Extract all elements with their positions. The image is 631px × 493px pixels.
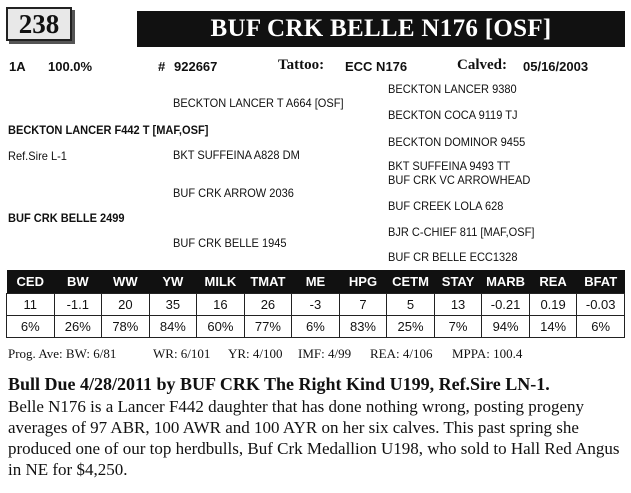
epd-percentile: 25%: [387, 316, 435, 338]
epd-header: ME: [292, 270, 340, 294]
epd-value: 20: [102, 294, 150, 316]
pedigree-sire-dam: BKT SUFFEINA A828 DM: [173, 148, 300, 162]
epd-table: [6, 270, 625, 338]
progeny-bw: Prog. Ave: BW: 6/81: [8, 346, 117, 361]
epd-percentile: 84%: [149, 316, 197, 338]
progeny-imf: IMF: 4/99: [298, 346, 352, 361]
description: Belle N176 is a Lancer F442 daughter that has done nothing wrong, posting progeny averages of 97 ABR, 100 AWR and 100 AYR on her six calves. This past spring she produced one of our top herdbulls, Buf Crk Medallion U198, who sold to Hall Red Angus in NE for $4,250.: [8, 397, 620, 479]
pedigree-ggp: BKT SUFFEINA 9493 TT: [388, 159, 511, 173]
pedigree-ggp: BECKTON LANCER 9380: [388, 82, 517, 96]
progeny-wr: WR: 6/101: [153, 346, 211, 361]
epd-percentile: 77%: [244, 316, 292, 338]
epd-percentile: 6%: [292, 316, 340, 338]
epd-value: 13: [434, 294, 482, 316]
animal-name-title: BUF CRK BELLE N176 [OSF]: [137, 11, 625, 47]
epd-header: CED: [7, 270, 55, 294]
epd-percentile: 6%: [577, 316, 625, 338]
epd-percentile: 14%: [529, 316, 577, 338]
pedigree-sire-sire: BECKTON LANCER T A664 [OSF]: [173, 96, 344, 110]
epd-percentile: 94%: [482, 316, 530, 338]
pedigree-ggp: BECKTON DOMINOR 9455: [388, 135, 526, 149]
progeny-mppa: MPPA: 100.4: [452, 346, 523, 361]
epd-percentile: 78%: [102, 316, 150, 338]
epd-value: -0.21: [482, 294, 530, 316]
epd-percentile: 83%: [339, 316, 387, 338]
pedigree-ggp: BJR C-CHIEF 811 [MAF,OSF]: [388, 225, 535, 239]
headline: Bull Due 4/28/2011 by BUF CRK The Right Kind U199, Ref.Sire LN-1.: [8, 374, 550, 394]
tattoo-label: [278, 57, 324, 74]
epd-value: 11: [7, 294, 55, 316]
epd-value: 26: [244, 294, 292, 316]
calved-label-text: Calved:: [457, 57, 507, 73]
pedigree-ggp: BUF CREEK LOLA 628: [388, 199, 504, 213]
pedigree-dam: BUF CRK BELLE 2499: [8, 211, 125, 225]
epd-value: 16: [197, 294, 245, 316]
epd-header: BFAT: [577, 270, 625, 294]
pedigree-dam-dam: BUF CRK BELLE 1945: [173, 236, 287, 250]
epd-header: TMAT: [244, 270, 292, 294]
epd-header: YW: [149, 270, 197, 294]
tattoo-value: ECC N176: [345, 59, 408, 74]
epd-value: 0.19: [529, 294, 577, 316]
epd-header: STAY: [434, 270, 482, 294]
progeny-yr: YR: 4/100: [228, 346, 283, 361]
calved-label: [457, 57, 507, 74]
progeny-rea: REA: 4/106: [370, 346, 433, 361]
epd-header: WW: [102, 270, 150, 294]
epd-percentile: 26%: [54, 316, 102, 338]
epd-value: 35: [149, 294, 197, 316]
epd-value: 7: [339, 294, 387, 316]
epd-header: BW: [54, 270, 102, 294]
epd-value-row: [7, 294, 625, 316]
registration-label: #: [158, 59, 166, 74]
pedigree-ggp: BECKTON COCA 9119 TJ: [388, 108, 518, 122]
pedigree-ggp: BUF CRK VC ARROWHEAD: [388, 173, 531, 187]
epd-value: -1.1: [54, 294, 102, 316]
tattoo-label-text: Tattoo:: [278, 57, 325, 73]
epd-header: HPG: [339, 270, 387, 294]
epd-header: MILK: [197, 270, 245, 294]
epd-value: 5: [387, 294, 435, 316]
epd-value: -3: [292, 294, 340, 316]
breed-code: 1A: [9, 59, 26, 74]
epd-header: MARB: [482, 270, 530, 294]
epd-header-row: [7, 270, 625, 294]
breed-percent: 100.0%: [48, 59, 93, 74]
lot-number: 238: [6, 7, 72, 41]
epd-percentile-row: [7, 316, 625, 338]
epd-percentile: 60%: [197, 316, 245, 338]
pedigree-ggp: BUF CR BELLE ECC1328: [388, 250, 518, 264]
epd-percentile: 7%: [434, 316, 482, 338]
calved-date: 05/16/2003: [523, 59, 589, 74]
epd-value: -0.03: [577, 294, 625, 316]
pedigree-ref-sire: Ref.Sire L-1: [8, 149, 67, 163]
epd-header: CETM: [387, 270, 435, 294]
pedigree-sire: BECKTON LANCER F442 T [MAF,OSF]: [8, 123, 209, 137]
epd-header: REA: [529, 270, 577, 294]
pedigree-dam-sire: BUF CRK ARROW 2036: [173, 186, 294, 200]
epd-percentile: 6%: [7, 316, 55, 338]
registration-number: 922667: [174, 59, 218, 74]
